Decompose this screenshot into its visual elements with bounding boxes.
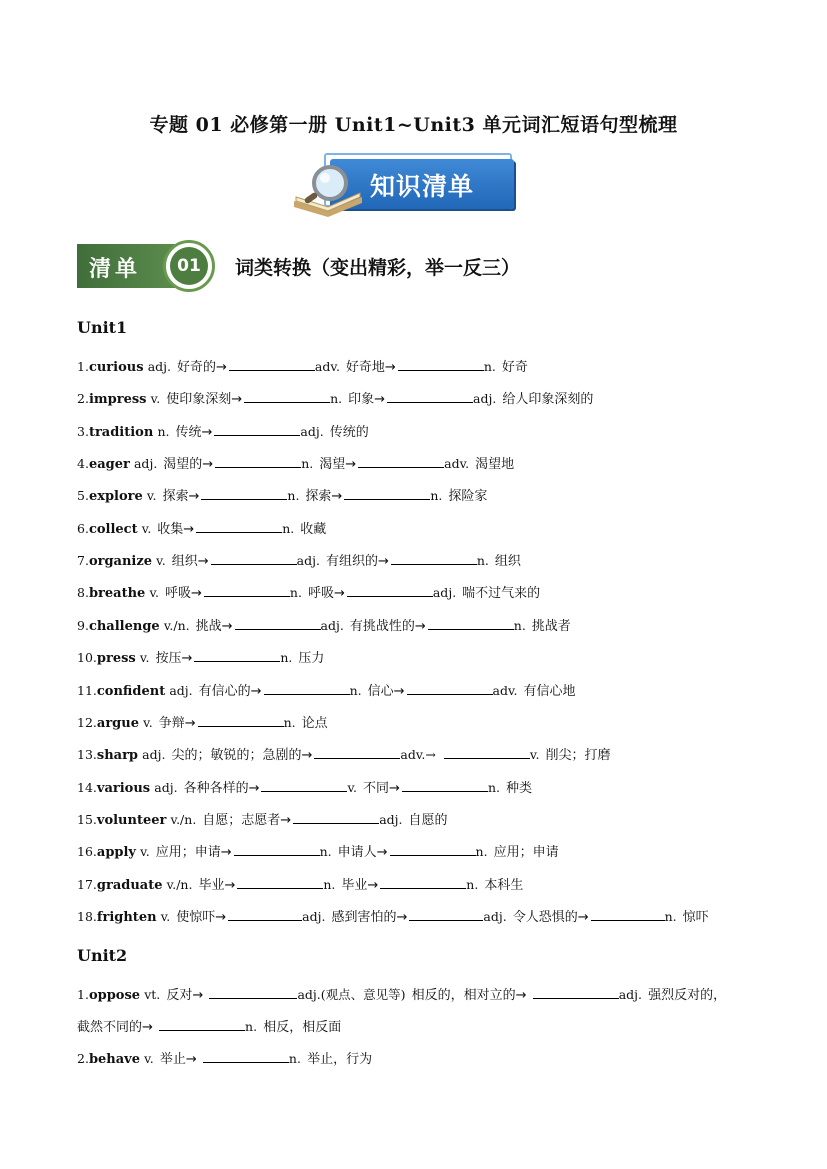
vocab-word: collect: [88, 521, 138, 537]
chinese-meaning: 令人恐惧的→: [512, 909, 589, 925]
answer-blank[interactable]: [347, 583, 433, 597]
section-tab-label: 清单: [89, 257, 142, 282]
unit2-heading: Unit2: [77, 946, 128, 965]
part-of-speech: n.: [323, 876, 336, 892]
answer-blank[interactable]: [358, 454, 444, 468]
unit1-item: [77, 712, 330, 731]
unit1-item: [77, 421, 371, 440]
section-title: 词类转换（变出精彩，举一反三）: [235, 257, 521, 279]
chinese-meaning: 应用；申请→: [155, 845, 232, 861]
part-of-speech: n.: [330, 391, 343, 407]
chinese-meaning: 有信心地: [523, 683, 576, 699]
answer-blank[interactable]: [293, 810, 379, 824]
part-of-speech: adj.: [296, 553, 320, 569]
item-number: 18.: [77, 908, 97, 924]
item-number: 16.: [77, 844, 97, 860]
chinese-meaning: 按压→: [155, 651, 193, 667]
section-header: [77, 240, 597, 292]
item-number: 13.: [77, 747, 97, 763]
vocab-word: volunteer: [96, 812, 167, 828]
part-of-speech: n.: [487, 779, 500, 795]
part-of-speech: adj.: [147, 359, 171, 374]
unit1-item: [77, 777, 534, 796]
vocab-word: challenge: [88, 618, 160, 634]
part-of-speech: v.: [146, 488, 157, 504]
vocab-word: tradition: [88, 424, 154, 440]
part-of-speech: adv.: [492, 682, 518, 698]
answer-blank[interactable]: [407, 681, 493, 695]
item-number: 9.: [77, 617, 89, 633]
chinese-meaning: 争辩→: [158, 715, 196, 731]
chinese-meaning: 渴望→: [319, 457, 357, 473]
chinese-meaning: 探索→: [305, 489, 343, 505]
unit1-item: [77, 744, 612, 763]
unit1-item: [77, 680, 578, 699]
answer-blank[interactable]: [203, 1049, 289, 1063]
part-of-speech: adj.: [483, 908, 507, 924]
part-of-speech: n.: [664, 908, 677, 924]
vocab-word: apply: [96, 845, 136, 861]
book-magnifier-icon: [290, 161, 370, 221]
unit1-item: [77, 582, 542, 601]
part-of-speech: adj.: [154, 779, 178, 795]
answer-blank[interactable]: [391, 551, 477, 565]
part-of-speech: adj.: [142, 747, 166, 763]
item-number: 7.: [77, 553, 89, 569]
part-of-speech: adj.: [432, 585, 457, 601]
answer-blank[interactable]: [237, 875, 323, 889]
part-of-speech: adj.: [320, 617, 344, 633]
part-of-speech: v.: [139, 650, 150, 666]
chinese-meaning: 探险家: [448, 489, 488, 505]
vocab-word: behave: [88, 1052, 140, 1067]
part-of-speech: v.: [143, 714, 153, 730]
part-of-speech: n.: [280, 650, 293, 666]
part-of-speech: adj.: [133, 456, 158, 472]
answer-blank[interactable]: [387, 389, 473, 403]
item-number: 15.: [77, 811, 97, 827]
unit1-item: [77, 388, 595, 407]
chinese-meaning: 有挑战性的→: [349, 618, 426, 634]
chinese-meaning: 呼吸→: [165, 586, 202, 602]
part-of-speech: n.: [476, 553, 489, 569]
answer-blank[interactable]: [264, 681, 350, 695]
chinese-meaning: 论点: [301, 715, 328, 731]
answer-blank[interactable]: [402, 778, 488, 792]
part-of-speech: v.: [149, 585, 160, 601]
chinese-meaning: 传统→: [175, 424, 213, 440]
answer-blank[interactable]: [261, 778, 347, 792]
part-of-speech: n.: [157, 423, 170, 439]
chinese-meaning: 信心→: [367, 683, 405, 699]
part-of-speech: n.: [349, 682, 362, 698]
page-title: 专题 01 必修第一册 Unit1~Unit3 单元词汇短语句型梳理: [149, 114, 678, 136]
item-number: 10.: [77, 650, 97, 666]
chinese-meaning: 传统的: [329, 424, 369, 440]
answer-blank[interactable]: [159, 1017, 245, 1031]
chinese-meaning: 自愿的: [408, 812, 448, 828]
answer-blank[interactable]: [196, 519, 282, 533]
part-of-speech: v./n.: [163, 617, 190, 633]
answer-blank[interactable]: [204, 583, 290, 597]
vocab-word: impress: [88, 392, 147, 408]
vocab-word: confident: [96, 683, 166, 699]
unit1-item: [77, 485, 489, 504]
chinese-meaning: 使印象深刻→: [166, 392, 243, 408]
item-number: 11.: [77, 682, 97, 698]
part-of-speech: n.: [287, 488, 300, 504]
answer-blank[interactable]: [209, 985, 297, 999]
vocab-word: argue: [96, 715, 139, 731]
part-of-speech: n.: [430, 488, 443, 504]
unit2-item-2: 2.behave v. 举止→ n. 举止，行为: [77, 1051, 373, 1067]
part-of-speech: adv.→: [400, 747, 436, 763]
part-of-speech: v.: [156, 553, 166, 569]
part-of-speech: v./n.: [170, 811, 197, 827]
vocab-word: eager: [88, 457, 130, 473]
chinese-meaning: 探索→: [162, 489, 200, 505]
part-of-speech: n.: [475, 844, 488, 860]
part-of-speech: adj.: [169, 682, 193, 698]
answer-blank[interactable]: [380, 875, 466, 889]
answer-blank[interactable]: [409, 907, 483, 921]
part-of-speech: n.: [282, 520, 295, 536]
answer-blank[interactable]: [314, 745, 400, 759]
answer-blank[interactable]: [194, 648, 280, 662]
item-number: 8.: [77, 585, 89, 601]
part-of-speech: v.: [529, 747, 540, 763]
part-of-speech: adj.: [300, 423, 324, 439]
unit1-item: [77, 453, 516, 472]
vocab-word: press: [96, 651, 136, 667]
part-of-speech: adv.: [314, 359, 340, 374]
chinese-meaning: 各种各样的→: [183, 780, 260, 796]
banner-label: 知识清单: [370, 172, 475, 201]
answer-blank[interactable]: [398, 357, 484, 371]
answer-blank[interactable]: [591, 907, 665, 921]
unit1-item: [77, 647, 326, 666]
part-of-speech: n.: [513, 617, 526, 633]
item-number: 3.: [77, 423, 89, 439]
answer-blank[interactable]: [234, 842, 320, 856]
item-number: 17.: [77, 876, 97, 892]
unit1-item: [77, 874, 525, 893]
part-of-speech: adj.: [473, 391, 497, 407]
unit1-item: [77, 906, 711, 925]
answer-blank[interactable]: [211, 551, 297, 565]
part-of-speech: n.: [283, 714, 296, 730]
part-of-speech: v.: [140, 844, 150, 860]
vocab-word: various: [96, 780, 151, 796]
chinese-meaning: 收集→: [157, 521, 195, 537]
chinese-meaning: 有组织的→: [325, 554, 389, 570]
unit1-item: [77, 356, 530, 375]
unit1-item: [77, 518, 328, 537]
part-of-speech: v.: [141, 520, 152, 536]
chinese-meaning: 使惊吓→: [176, 909, 227, 925]
chinese-meaning: 压力: [298, 651, 325, 667]
unit1-heading: Unit1: [77, 318, 128, 337]
item-number: 5.: [77, 488, 89, 504]
answer-blank[interactable]: [244, 389, 330, 403]
part-of-speech: n.: [289, 585, 302, 601]
part-of-speech: v.: [347, 779, 358, 795]
chinese-meaning: 组织→: [171, 554, 209, 570]
section-number: 01: [170, 247, 208, 285]
vocab-word: graduate: [96, 877, 163, 893]
answer-blank[interactable]: [215, 454, 301, 468]
chinese-meaning: 种类: [505, 780, 532, 796]
answer-blank[interactable]: [344, 486, 430, 500]
unit1-item: [77, 615, 573, 634]
unit1-item: [77, 809, 450, 828]
vocab-word: sharp: [96, 748, 139, 764]
part-of-speech: n.: [466, 876, 479, 892]
unit2-item-1-cont: 截然不同的→ n. 相反，相反面: [77, 1019, 342, 1035]
section-number-badge: [163, 240, 215, 292]
item-number: 6.: [77, 520, 89, 536]
chinese-meaning: 惊吓: [682, 909, 709, 925]
answer-blank[interactable]: [444, 745, 530, 759]
unit1-item: [77, 841, 561, 860]
unit2-item-1: 1.oppose vt. 反对→ adj.(观点、意见等) 相反的，相对立的→ adj. 强烈反对的，: [77, 987, 727, 1003]
vocab-word: breathe: [88, 586, 146, 602]
part-of-speech: v.: [150, 391, 161, 407]
vocab-word: organize: [88, 554, 153, 570]
chinese-meaning: 有信心的→: [198, 683, 262, 699]
chinese-meaning: 喘不过气来的: [462, 586, 541, 602]
answer-blank[interactable]: [428, 616, 514, 630]
chinese-meaning: 感到害怕的→: [331, 909, 408, 925]
item-number: 12.: [77, 714, 97, 730]
chinese-meaning: 给人印象深刻的: [502, 392, 594, 408]
chinese-meaning: 毕业→: [198, 877, 236, 893]
unit1-item: [77, 550, 523, 569]
chinese-meaning: 印象→: [348, 392, 386, 408]
chinese-meaning: 好奇地→: [345, 360, 396, 375]
chinese-meaning: 收藏: [300, 521, 327, 537]
part-of-speech: adj.: [379, 811, 403, 827]
answer-blank[interactable]: [228, 907, 302, 921]
chinese-meaning: 应用；申请: [493, 845, 559, 861]
chinese-meaning: 挑战者: [531, 618, 571, 634]
chinese-meaning: 渴望的→: [163, 457, 214, 473]
part-of-speech: n.: [483, 359, 496, 374]
answer-blank[interactable]: [198, 713, 284, 727]
answer-blank[interactable]: [229, 357, 315, 371]
answer-blank[interactable]: [201, 486, 287, 500]
part-of-speech: n.: [301, 456, 314, 472]
part-of-speech: adj.: [302, 908, 326, 924]
part-of-speech: v.: [160, 908, 171, 924]
chinese-meaning: 自愿；志愿者→: [202, 812, 292, 828]
chinese-meaning: 挑战→: [195, 618, 233, 634]
part-of-speech: n.: [319, 844, 332, 860]
chinese-meaning: 好奇: [501, 360, 528, 375]
knowledge-list-banner: [290, 153, 530, 223]
chinese-meaning: 削尖；打磨: [545, 748, 611, 764]
answer-blank[interactable]: [390, 842, 476, 856]
chinese-meaning: 尖的；敏锐的；急剧的→: [171, 748, 313, 764]
vocab-word: frighten: [96, 909, 157, 925]
vocab-word: oppose: [88, 988, 141, 1003]
chinese-meaning: 渴望地: [475, 457, 515, 473]
answer-blank[interactable]: [214, 422, 300, 436]
chinese-meaning: 不同→: [363, 780, 400, 796]
part-of-speech: v./n.: [166, 876, 193, 892]
chinese-meaning: 本科生: [484, 877, 524, 893]
answer-blank[interactable]: [235, 616, 321, 630]
item-number: 4.: [77, 456, 89, 472]
part-of-speech: adv.: [444, 456, 470, 472]
chinese-meaning: 申请人→: [337, 845, 388, 861]
vocab-word: curious: [88, 360, 144, 375]
chinese-meaning: 好奇的→: [177, 360, 227, 375]
item-number: 1.: [77, 359, 89, 374]
chinese-meaning: 毕业→: [341, 877, 379, 893]
vocab-word: explore: [88, 489, 143, 505]
chinese-meaning: 组织: [494, 554, 521, 570]
chinese-meaning: 呼吸→: [307, 586, 345, 602]
item-number: 2.: [77, 391, 89, 407]
answer-blank[interactable]: [533, 985, 619, 999]
item-number: 14.: [77, 779, 97, 795]
